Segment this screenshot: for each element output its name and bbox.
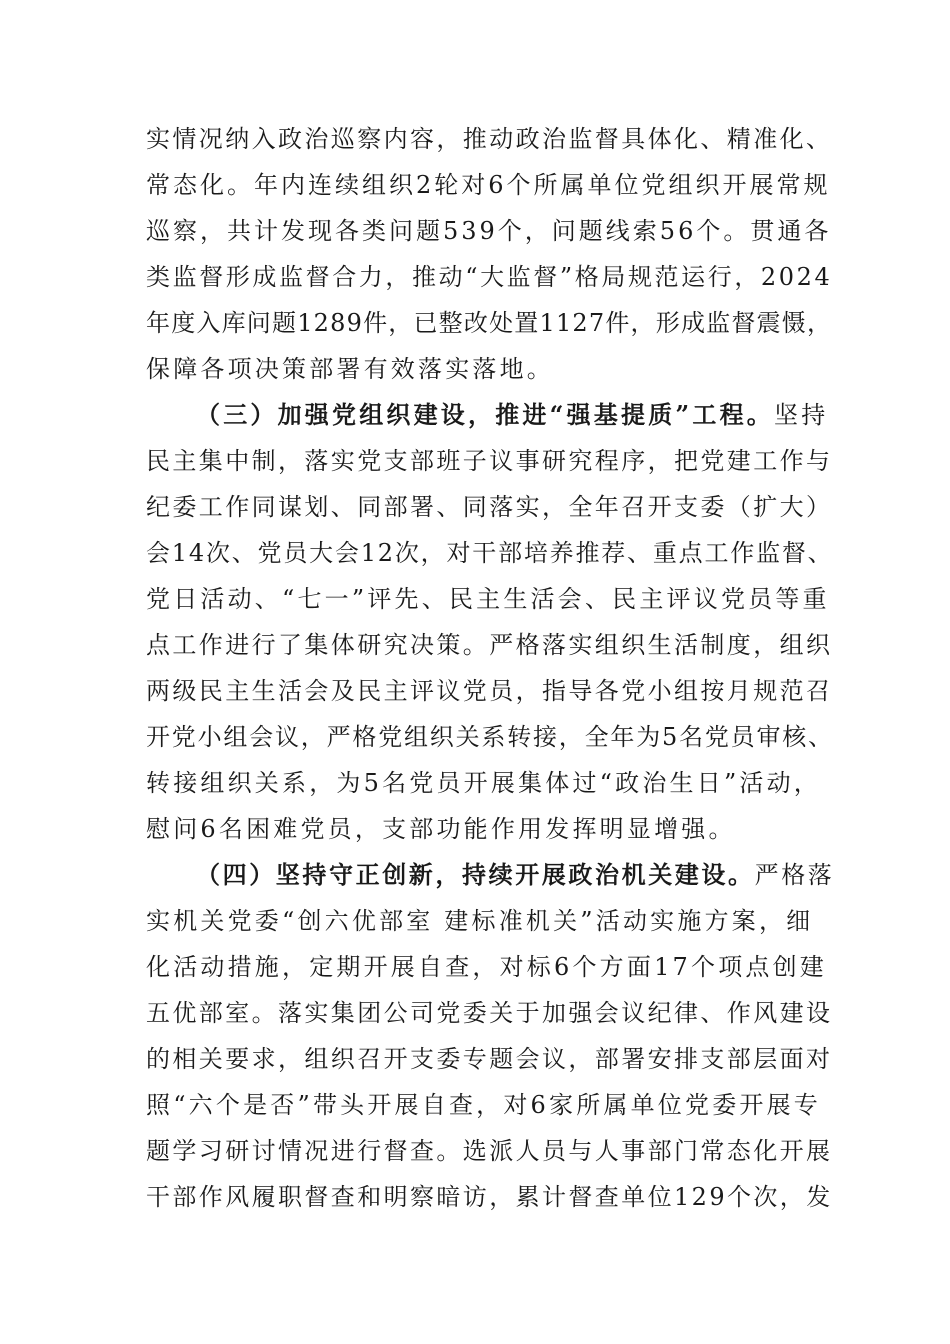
section-three-heading: （三）加强党组织建设，推进“强基提质”工程。 <box>196 400 775 429</box>
section-four-text: 严格落 <box>754 861 835 889</box>
body-text-line: 实机关党委“创六优部室 建标准机关”活动实施方案，细 <box>146 907 814 935</box>
body-text-line: 会14次、党员大会12次，对干部培养推荐、重点工作监督、 <box>146 539 834 567</box>
body-text-line: 化活动措施，定期开展自查，对标6个方面17个项点创建 <box>146 953 828 981</box>
body-text-line: 民主集中制，落实党支部班子议事研究程序，把党建工作与 <box>146 447 833 475</box>
body-text-line: 两级民主生活会及民主评议党员，指导各党小组按月规范召 <box>146 677 833 705</box>
body-text-line: 纪委工作同谋划、同部署、同落实，全年召开支委（扩大） <box>146 493 833 521</box>
body-text-line: 保障各项决策部署有效落实落地。 <box>146 355 554 383</box>
body-text-line: 干部作风履职督查和明察暗访，累计督查单位129个次，发 <box>146 1183 833 1211</box>
body-text-line: 年度入库问题1289件，已整改处置1127件，形成监督震慑， <box>146 309 833 337</box>
body-text-line: 慰问6名困难党员，支部功能作用发挥明显增强。 <box>146 815 736 843</box>
body-text-line: 实情况纳入政治巡察内容，推动政治监督具体化、精准化、 <box>146 125 833 153</box>
body-text-line: 巡察，共计发现各类问题539个，问题线索56个。贯通各 <box>146 217 832 245</box>
section-three-first-line <box>196 398 828 432</box>
body-text-line: 开党小组会议，严格党组织关系转接，全年为5名党员审核、 <box>146 723 834 751</box>
body-text-line: 党日活动、“七一”评先、民主生活会、民主评议党员等重 <box>146 585 830 613</box>
body-text-line: 照“六个是否”带头开展自查，对6家所属单位党委开展专 <box>146 1091 822 1119</box>
body-text-line: 常态化。年内连续组织2轮对6个所属单位党组织开展常规 <box>146 171 831 199</box>
body-text-line: 五优部室。落实集团公司党委关于加强会议纪律、作风建设 <box>146 999 833 1027</box>
body-text-line: 题学习研讨情况进行督查。选派人员与人事部门常态化开展 <box>146 1137 833 1165</box>
section-three-text: 坚持 <box>774 401 829 429</box>
body-text-line: 转接组织关系，为5名党员开展集体过“政治生日”活动， <box>146 769 822 797</box>
body-text-line: 类监督形成监督合力，推动“大监督”格局规范运行，2024 <box>146 263 833 291</box>
body-text-line: 点工作进行了集体研究决策。严格落实组织生活制度，组织 <box>146 631 833 659</box>
body-text-line: 的相关要求，组织召开支委专题会议，部署安排支部层面对 <box>146 1045 833 1073</box>
section-four-first-line <box>196 858 834 892</box>
section-four-heading: （四）坚持守正创新，持续开展政治机关建设。 <box>196 860 755 889</box>
